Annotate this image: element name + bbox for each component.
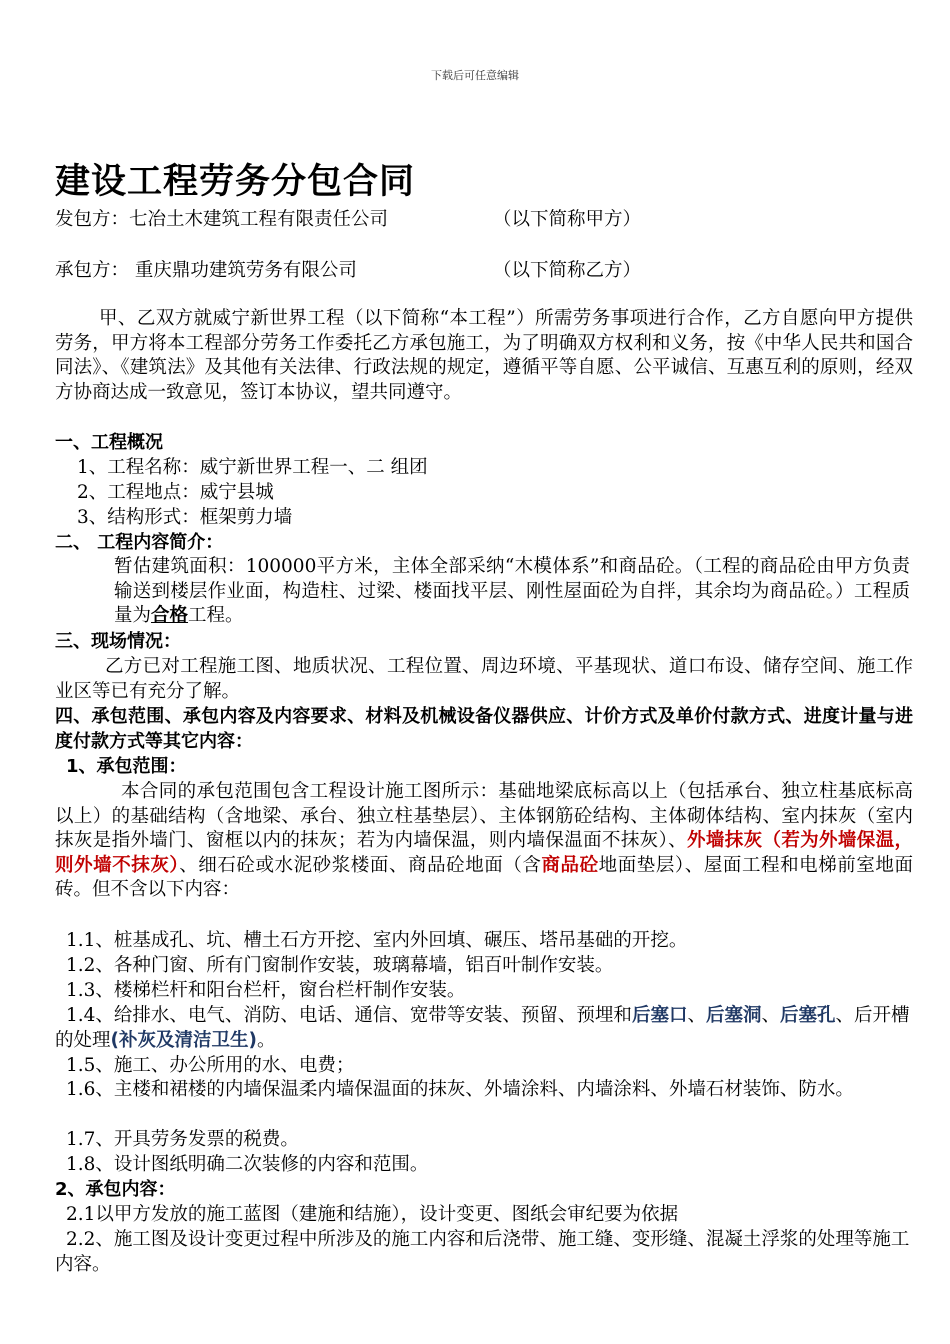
highlight-rear-plug-opening: 后塞口	[631, 1005, 688, 1026]
list-item: 1、工程名称：威宁新世界工程一、二 组团	[77, 457, 428, 478]
section-2-heading: 二、 工程内容简介：	[55, 532, 224, 553]
document-title: 建设工程劳务分包合同	[55, 162, 416, 202]
section-3-heading: 三、现场情况：	[55, 631, 181, 652]
scope-text: 本合同的承包范围包含工程设计施工图所示：基础地梁底标高以上（包括承台、独立柱基底标高以上）的基础结构（含地梁、承台、独立柱基垫层）、主体钢筋砼结构、主体砌体结构、室内抹灰（室内抹灰是指外墙门、窗框以内的抹灰；若为内墙保温，则内墙保温面不抹灰）、	[55, 781, 913, 851]
list-item: 3、结构形式：框架剪力墙	[77, 507, 293, 528]
exclusion-item: 1.2、各种门窗、所有门窗制作安装，玻璃幕墙，铝百叶制作安装。	[66, 955, 614, 976]
list-item: 2、工程地点：威宁县城	[77, 482, 274, 503]
party-b-line	[55, 256, 642, 282]
quality-grade: 合格	[151, 605, 189, 626]
highlight-patch-clean: (补灰及清洁卫生)	[110, 1029, 257, 1051]
exclusion-text: 、后开槽的处理	[55, 1005, 910, 1051]
section-2-body	[114, 555, 910, 629]
party-b-label: 承包方： 重庆鼎功建筑劳务有限公司	[55, 260, 357, 281]
exclusion-item: 1.6、主楼和裙楼的内墙保温柔内墙保温面的抹灰、外墙涂料、内墙涂料、外墙石材装饰、防水。	[66, 1079, 854, 1100]
party-a-label: 发包方：七冶土木建筑工程有限责任公司	[55, 209, 389, 230]
exclusion-item: 1.7、开具劳务发票的税费。	[66, 1129, 299, 1150]
section-1-heading: 一、工程概况	[55, 432, 163, 453]
section-2-text-end: 工程。	[188, 605, 244, 626]
scope-paragraph	[55, 780, 913, 903]
exclusion-text: 。	[256, 1029, 276, 1051]
subsection-2-heading: 2、承包内容：	[55, 1179, 176, 1200]
separator: 、	[761, 1005, 780, 1026]
intro-paragraph: 甲、乙双方就威宁新世界工程（以下简称“本工程”）所需劳务事项进行合作，乙方自愿向甲方提供劳务，甲方将本工程部分劳务工作委托乙方承包施工，为了明确双方权利和义务，按《中华人民共和国合同法》、《建筑法》及其他有关法律、行政法规的规定，遵循平等自愿、公平诚信、互惠互利的原则，经双方协商达成一致意见，签订本协议，望共同遵守。	[55, 308, 913, 403]
scope-text: 地面垫层）、屋面工程和电梯前室地面砖。但不含以下内容：	[55, 854, 913, 900]
party-a-note: （以下简称甲方）	[493, 209, 642, 230]
exclusion-item: 1.8、设计图纸明确二次装修的内容和范围。	[66, 1154, 429, 1175]
section-4-heading: 四、承包范围、承包内容及内容要求、材料及机械设备仪器供应、计价方式及单价付款方式、进度计量与进度付款方式等其它内容：	[55, 706, 913, 752]
exclusion-item: 1.1、桩基成孔、坑、槽土石方开挖、室内外回填、碾压、塔吊基础的开挖。	[66, 930, 688, 951]
exclusion-item	[55, 1004, 913, 1053]
scope-text: 、细石砼或水泥砂浆楼面、商品砼地面（含	[179, 854, 542, 876]
content-item: 2.2、施工图及设计变更过程中所涉及的施工内容和后浇带、施工缝、变形缝、混凝土浮浆的处理等施工内容。	[55, 1229, 910, 1275]
scope-highlight-concrete: 商品砼	[541, 854, 599, 876]
highlight-rear-plug-aperture: 后塞孔	[780, 1005, 836, 1026]
highlight-rear-plug-hole: 后塞洞	[705, 1005, 762, 1026]
content-item: 2.1以甲方发放的施工蓝图（建施和结施），设计变更、图纸会审纪要为依据	[66, 1204, 679, 1225]
exclusion-text: 1.4、给排水、电气、消防、电话、通信、宽带等安装、预留、预埋和	[66, 1005, 632, 1026]
scope-highlight-exterior-plaster: 外墙抹灰（若为外墙保温，则外墙不抹灰）	[55, 830, 913, 876]
exclusion-item: 1.3、楼梯栏杆和阳台栏杆，窗台栏杆制作安装。	[66, 980, 466, 1001]
header-note: 下载后可任意编辑	[431, 69, 519, 82]
section-2-text: 暂估建筑面积：100000平方米，主体全部采纳“木模体系”和商品砼。（工程的商品砼由甲方负责输送到楼层作业面，构造柱、过梁、楼面找平层、刚性屋面砼为自拌，其余均为商品砼。）工程质量为	[114, 556, 910, 626]
exclusion-item: 1.5、施工、办公所用的水、电费；	[66, 1055, 355, 1076]
party-a-line	[55, 205, 642, 231]
subsection-1-heading: 1、承包范围：	[66, 756, 187, 777]
party-b-note: （以下简称乙方）	[493, 260, 642, 281]
section-3-body: 乙方已对工程施工图、地质状况、工程位置、周边环境、平基现状、道口布设、储存空间、施工作业区等已有充分了解。	[55, 656, 913, 702]
separator: 、	[687, 1005, 706, 1026]
